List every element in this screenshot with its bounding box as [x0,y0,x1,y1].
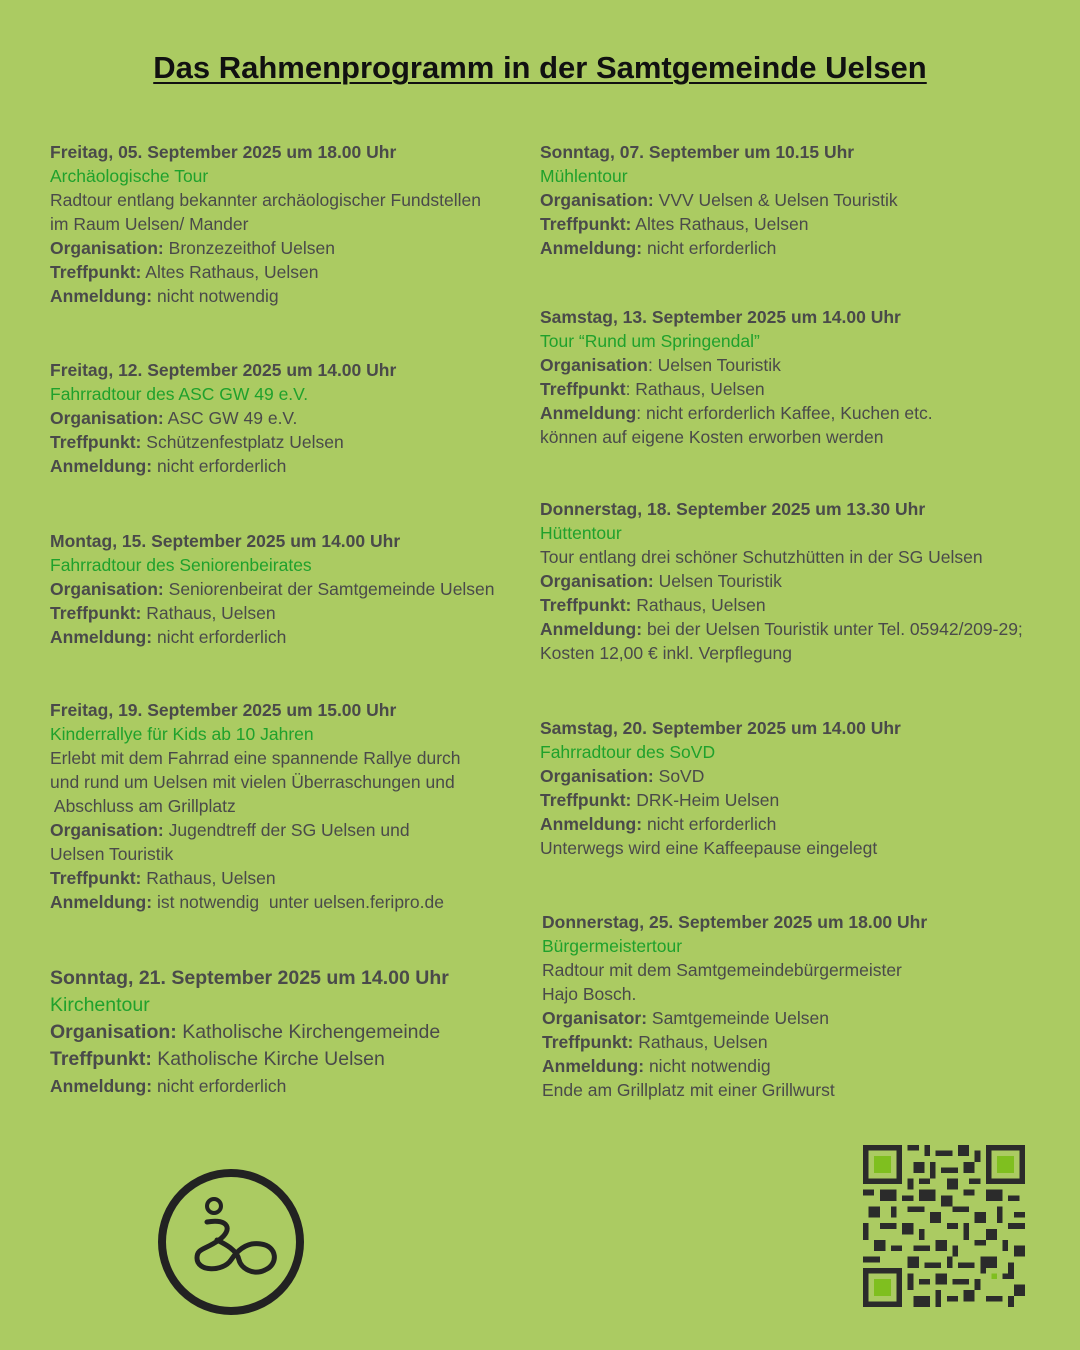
event-anmeldung: Anmeldung: nicht erforderlich Kaffee, Kuchen etc. [540,403,933,423]
event-description: Radtour entlang bekannter archäologischer Fundstellen [50,190,481,210]
event-name: Bürgermeistertour [542,936,683,956]
event-name: Fahrradtour des ASC GW 49 e.V. [50,384,309,404]
event-organisation: Organisator: Samtgemeinde Uelsen [542,1008,829,1028]
event-organisation: Organisation: SoVD [540,766,705,786]
event-muehlentour [540,140,898,260]
event-description: Abschluss am Grillplatz [50,796,236,816]
event-date: Freitag, 19. September 2025 um 15.00 Uhr [50,700,397,720]
event-date: Donnerstag, 18. September 2025 um 13.30 Uhr [540,499,926,519]
event-description: Erlebt mit dem Fahrrad eine spannende Rallye durch [50,748,461,768]
event-organisation: Organisation: VVV Uelsen & Uelsen Touristik [540,190,898,210]
event-sovd-tour [540,716,901,860]
event-organisation: Organisation: Jugendtreff der SG Uelsen und [50,820,410,840]
event-organisation: Organisation: Katholische Kirchengemeinde [50,1021,441,1043]
event-treffpunkt: Treffpunkt: DRK-Heim Uelsen [540,790,780,810]
cyclist-logo-icon [157,1168,305,1316]
event-treffpunkt: Treffpunkt: Rathaus, Uelsen [540,595,766,615]
event-date: Samstag, 20. September 2025 um 14.00 Uhr [540,718,901,738]
event-treffpunkt: Treffpunkt: Rathaus, Uelsen [50,603,276,623]
event-name: Archäologische Tour [50,166,209,186]
event-treffpunkt: Treffpunkt: Rathaus, Uelsen [540,379,765,399]
event-anmeldung: Anmeldung: nicht erforderlich [540,238,777,258]
event-date: Samstag, 13. September 2025 um 14.00 Uhr [540,307,901,327]
event-anmeldung: Anmeldung: nicht notwendig [50,286,279,306]
event-anmeldung: Anmeldung: ist notwendig unter uelsen.feripro.de [50,892,444,912]
event-description: und rund um Uelsen mit vielen Überraschungen und [50,772,455,792]
event-name: Hüttentour [540,523,622,543]
event-note: Ende am Grillplatz mit einer Grillwurst [542,1080,835,1100]
event-note: Kosten 12,00 € inkl. Verpflegung [540,643,792,663]
event-treffpunkt: Treffpunkt: Rathaus, Uelsen [50,868,276,888]
event-name: Kirchentour [50,994,150,1016]
event-description: Tour entlang drei schöner Schutzhütten in der SG Uelsen [540,547,983,567]
event-organisation: Organisation: Uelsen Touristik [540,571,782,591]
event-name: Kinderrallye für Kids ab 10 Jahren [50,724,314,744]
event-treffpunkt: Treffpunkt: Altes Rathaus, Uelsen [540,214,809,234]
event-name: Fahrradtour des Seniorenbeirates [50,555,312,575]
event-treffpunkt: Treffpunkt: Katholische Kirche Uelsen [50,1048,385,1070]
event-organisation: Organisation: Uelsen Touristik [540,355,781,375]
event-huettentour [540,497,1023,665]
event-anmeldung: Anmeldung: nicht erforderlich [50,456,287,476]
event-date: Freitag, 12. September 2025 um 14.00 Uhr [50,360,397,380]
event-anmeldung: Anmeldung: nicht notwendig [542,1056,771,1076]
event-description: im Raum Uelsen/ Mander [50,214,249,234]
event-date: Sonntag, 21. September 2025 um 14.00 Uhr [50,967,449,989]
event-date: Freitag, 05. September 2025 um 18.00 Uhr [50,142,397,162]
event-organisation: Organisation: Seniorenbeirat der Samtgemeinde Uelsen [50,579,495,599]
event-springendal-tour [540,305,933,449]
event-note: Unterwegs wird eine Kaffeepause eingelegt [540,838,878,858]
event-anmeldung: Anmeldung: nicht erforderlich [540,814,777,834]
event-treffpunkt: Treffpunkt: Rathaus, Uelsen [542,1032,768,1052]
event-description: Radtour mit dem Samtgemeindebürgermeister [542,960,902,980]
event-date: Sonntag, 07. September um 10.15 Uhr [540,142,855,162]
event-anmeldung: Anmeldung: nicht erforderlich [50,627,287,647]
event-kirchentour [50,965,449,1100]
event-seniorenbeirat-tour [50,529,495,649]
event-organisation-continued: Uelsen Touristik [50,844,174,864]
event-description: Hajo Bosch. [542,984,637,1004]
event-organisation: Organisation: ASC GW 49 e.V. [50,408,298,428]
event-date: Montag, 15. September 2025 um 14.00 Uhr [50,531,401,551]
page-title: Das Rahmenprogramm in der Samtgemeinde Uelsen [153,50,927,85]
qr-code-icon [863,1145,1025,1307]
event-treffpunkt: Treffpunkt: Altes Rathaus, Uelsen [50,262,319,282]
event-organisation: Organisation: Bronzezeithof Uelsen [50,238,335,258]
event-name: Tour “Rund um Springendal” [540,331,760,351]
event-kinderrallye [50,698,461,914]
event-treffpunkt: Treffpunkt: Schützenfestplatz Uelsen [50,432,344,452]
event-name: Mühlentour [540,166,628,186]
event-buergermeistertour [542,910,927,1102]
event-asc-fahrradtour [50,358,396,478]
event-anmeldung: Anmeldung: nicht erforderlich [50,1076,287,1096]
event-name: Fahrradtour des SoVD [540,742,716,762]
event-note: können auf eigene Kosten erworben werden [540,427,884,447]
event-date: Donnerstag, 25. September 2025 um 18.00 Uhr [542,912,928,932]
event-anmeldung: Anmeldung: bei der Uelsen Touristik unter Tel. 05942/209-29; [540,619,1023,639]
event-archaeologische-tour [50,140,481,308]
